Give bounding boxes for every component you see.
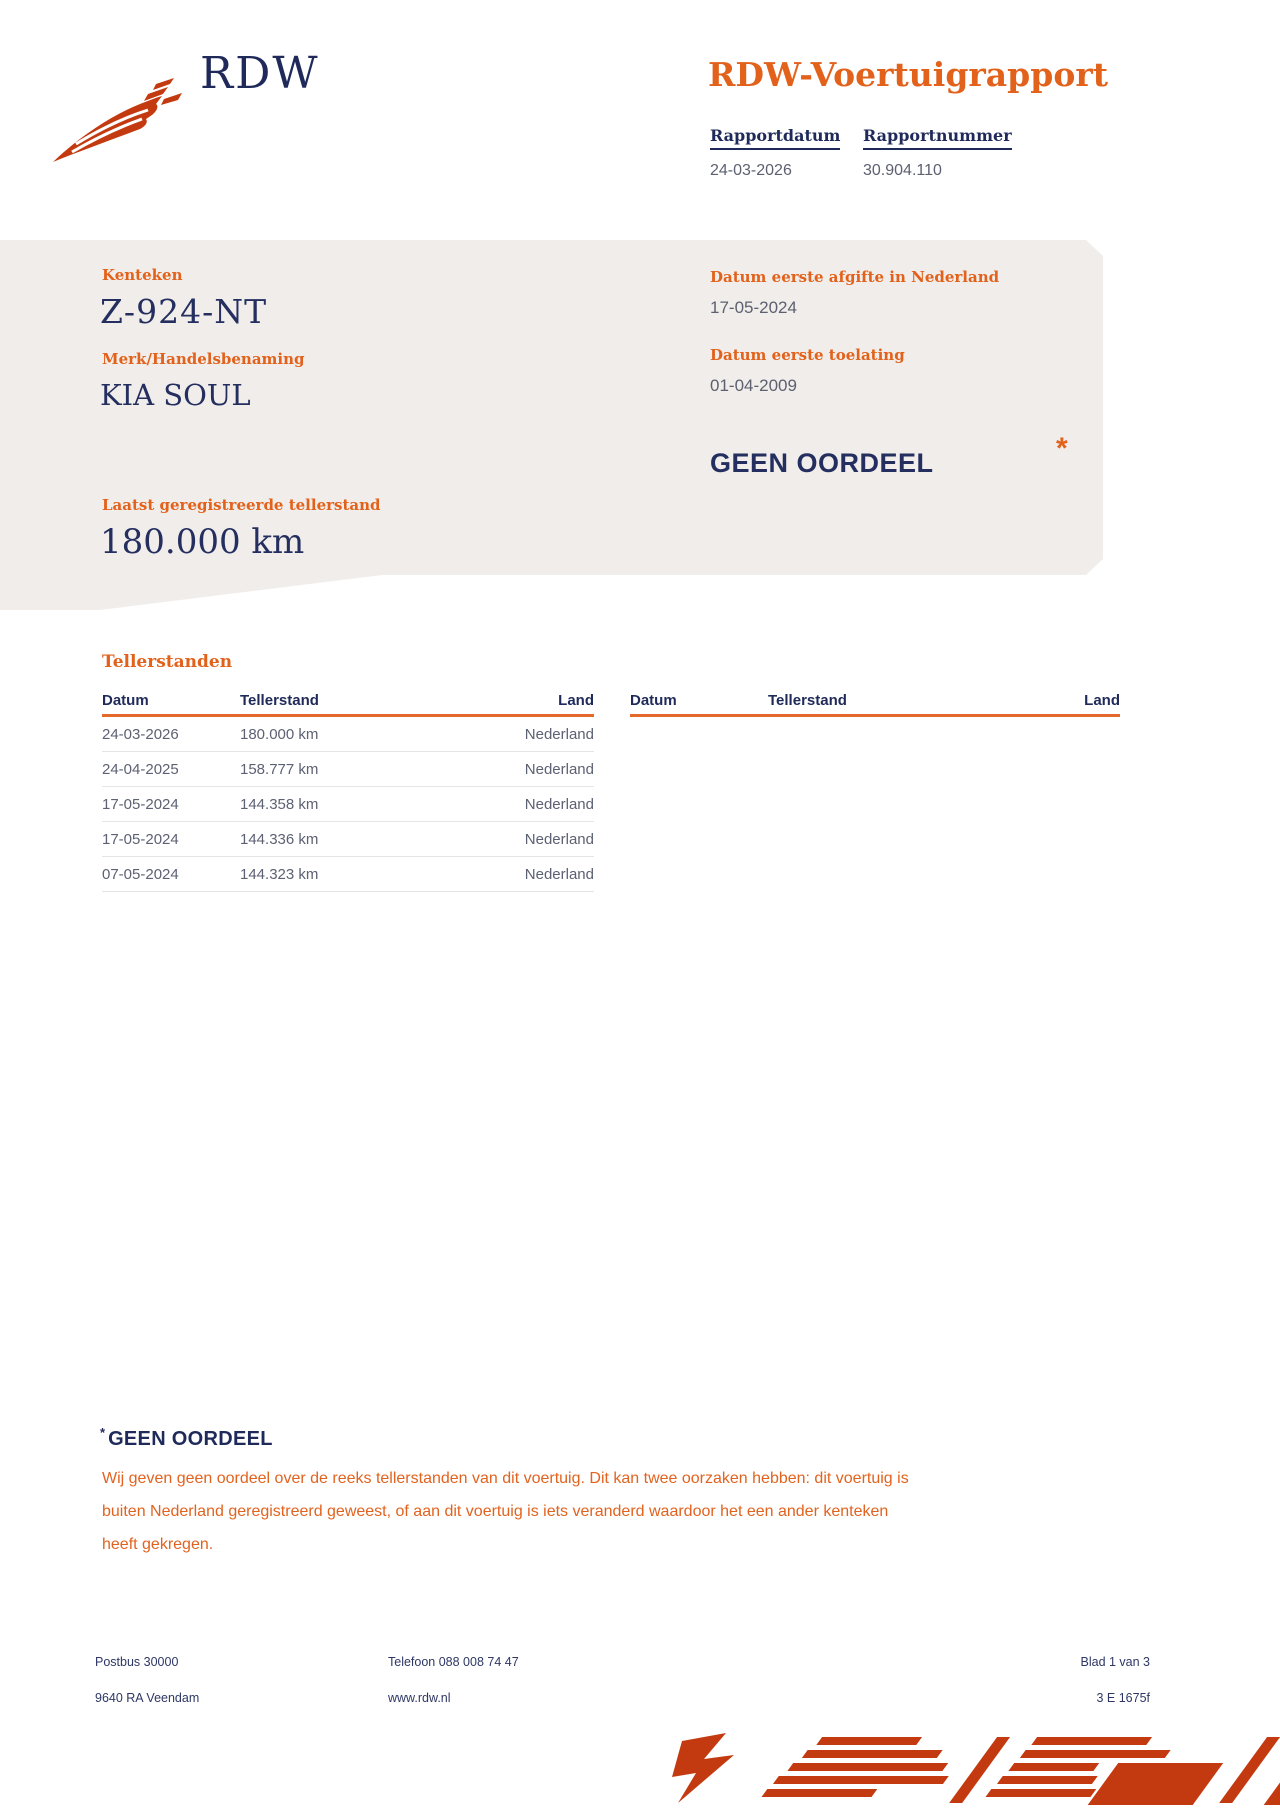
afgifte-label: Datum eerste afgifte in Nederland [710, 268, 1000, 286]
cell-datum: 24-03-2026 [102, 725, 179, 743]
cell-datum: 24-04-2025 [102, 760, 179, 778]
table-row [102, 717, 594, 752]
merk-value: KIA SOUL [100, 378, 251, 412]
cell-land: Nederland [524, 795, 594, 813]
footnote-title: GEEN OORDEEL [108, 1428, 273, 1450]
toelating-value: 01-04-2009 [710, 376, 797, 395]
column-header-land: Land [1084, 691, 1120, 709]
logo-text: RDW [200, 48, 320, 99]
cell-tellerstand: 144.336 km [240, 830, 319, 848]
column-header-land: Land [558, 691, 594, 709]
table-row [102, 752, 594, 787]
cell-land: Nederland [524, 865, 594, 883]
table-header-row [102, 686, 594, 717]
cell-datum: 17-05-2024 [102, 830, 179, 848]
report-number-label: Rapportnummer [863, 126, 1012, 150]
verdict-asterisk: * [1056, 432, 1068, 465]
footer-form-code: 3 E 1675f [1096, 1691, 1150, 1705]
afgifte-value: 17-05-2024 [710, 298, 797, 317]
cell-land: Nederland [524, 725, 594, 743]
cell-tellerstand: 158.777 km [240, 760, 319, 778]
column-header-tellerstand: Tellerstand [240, 691, 319, 709]
cell-land: Nederland [524, 760, 594, 778]
footnote-asterisk: * [100, 1425, 106, 1440]
cell-tellerstand: 180.000 km [240, 725, 319, 743]
column-header-datum: Datum [630, 691, 677, 709]
rdw-feather-icon [52, 72, 192, 164]
column-header-tellerstand: Tellerstand [768, 691, 847, 709]
odometer-label: Laatst geregistreerde tellerstand [102, 496, 381, 514]
verdict-text: GEEN OORDEEL [710, 448, 934, 478]
report-date-value: 24-03-2026 [710, 162, 792, 179]
report-date-label: Rapportdatum [710, 126, 840, 150]
footer-page-indicator: Blad 1 van 3 [1080, 1655, 1150, 1669]
tellerstanden-table-right [630, 686, 1120, 717]
cell-tellerstand: 144.323 km [240, 865, 319, 883]
odometer-value: 180.000 km [100, 522, 305, 562]
toelating-label: Datum eerste toelating [710, 346, 905, 364]
kenteken-label: Kenteken [102, 266, 183, 284]
table-row [102, 857, 594, 892]
tellerstanden-table-left [102, 686, 594, 892]
footnote-paragraph [102, 1462, 1062, 1561]
footer-address-line2: 9640 RA Veendam [95, 1691, 200, 1705]
page-title: RDW-Voertuigrapport [708, 55, 1108, 94]
column-header-datum: Datum [102, 691, 149, 709]
footnote-line: buiten Nederland geregistreerd geweest, of aan dit voertuig is iets veranderd waardoor het een ander kenteken [102, 1503, 889, 1520]
cell-datum: 17-05-2024 [102, 795, 179, 813]
footnote-line: Wij geven geen oordeel over de reeks tellerstanden van dit voertuig. Dit kan twee oorzaken hebben: dit voertuig is [102, 1470, 909, 1487]
footer-website: www.rdw.nl [388, 1691, 451, 1705]
section-title-tellerstanden: Tellerstanden [102, 652, 233, 672]
cell-tellerstand: 144.358 km [240, 795, 319, 813]
report-number-value: 30.904.110 [863, 162, 942, 179]
merk-label: Merk/Handelsbenaming [102, 350, 305, 368]
cell-land: Nederland [524, 830, 594, 848]
footnote-heading [100, 1425, 273, 1451]
footer-address-line1: Postbus 30000 [95, 1655, 179, 1669]
rdw-stripes-graphic-icon [670, 1733, 1280, 1811]
kenteken-value: Z-924-NT [100, 292, 268, 331]
table-row [102, 787, 594, 822]
cell-datum: 07-05-2024 [102, 865, 179, 883]
footer-phone: Telefoon 088 008 74 47 [388, 1655, 519, 1669]
footnote-line: heeft gekregen. [102, 1536, 214, 1553]
table-row [102, 822, 594, 857]
table-header-row [630, 686, 1120, 717]
